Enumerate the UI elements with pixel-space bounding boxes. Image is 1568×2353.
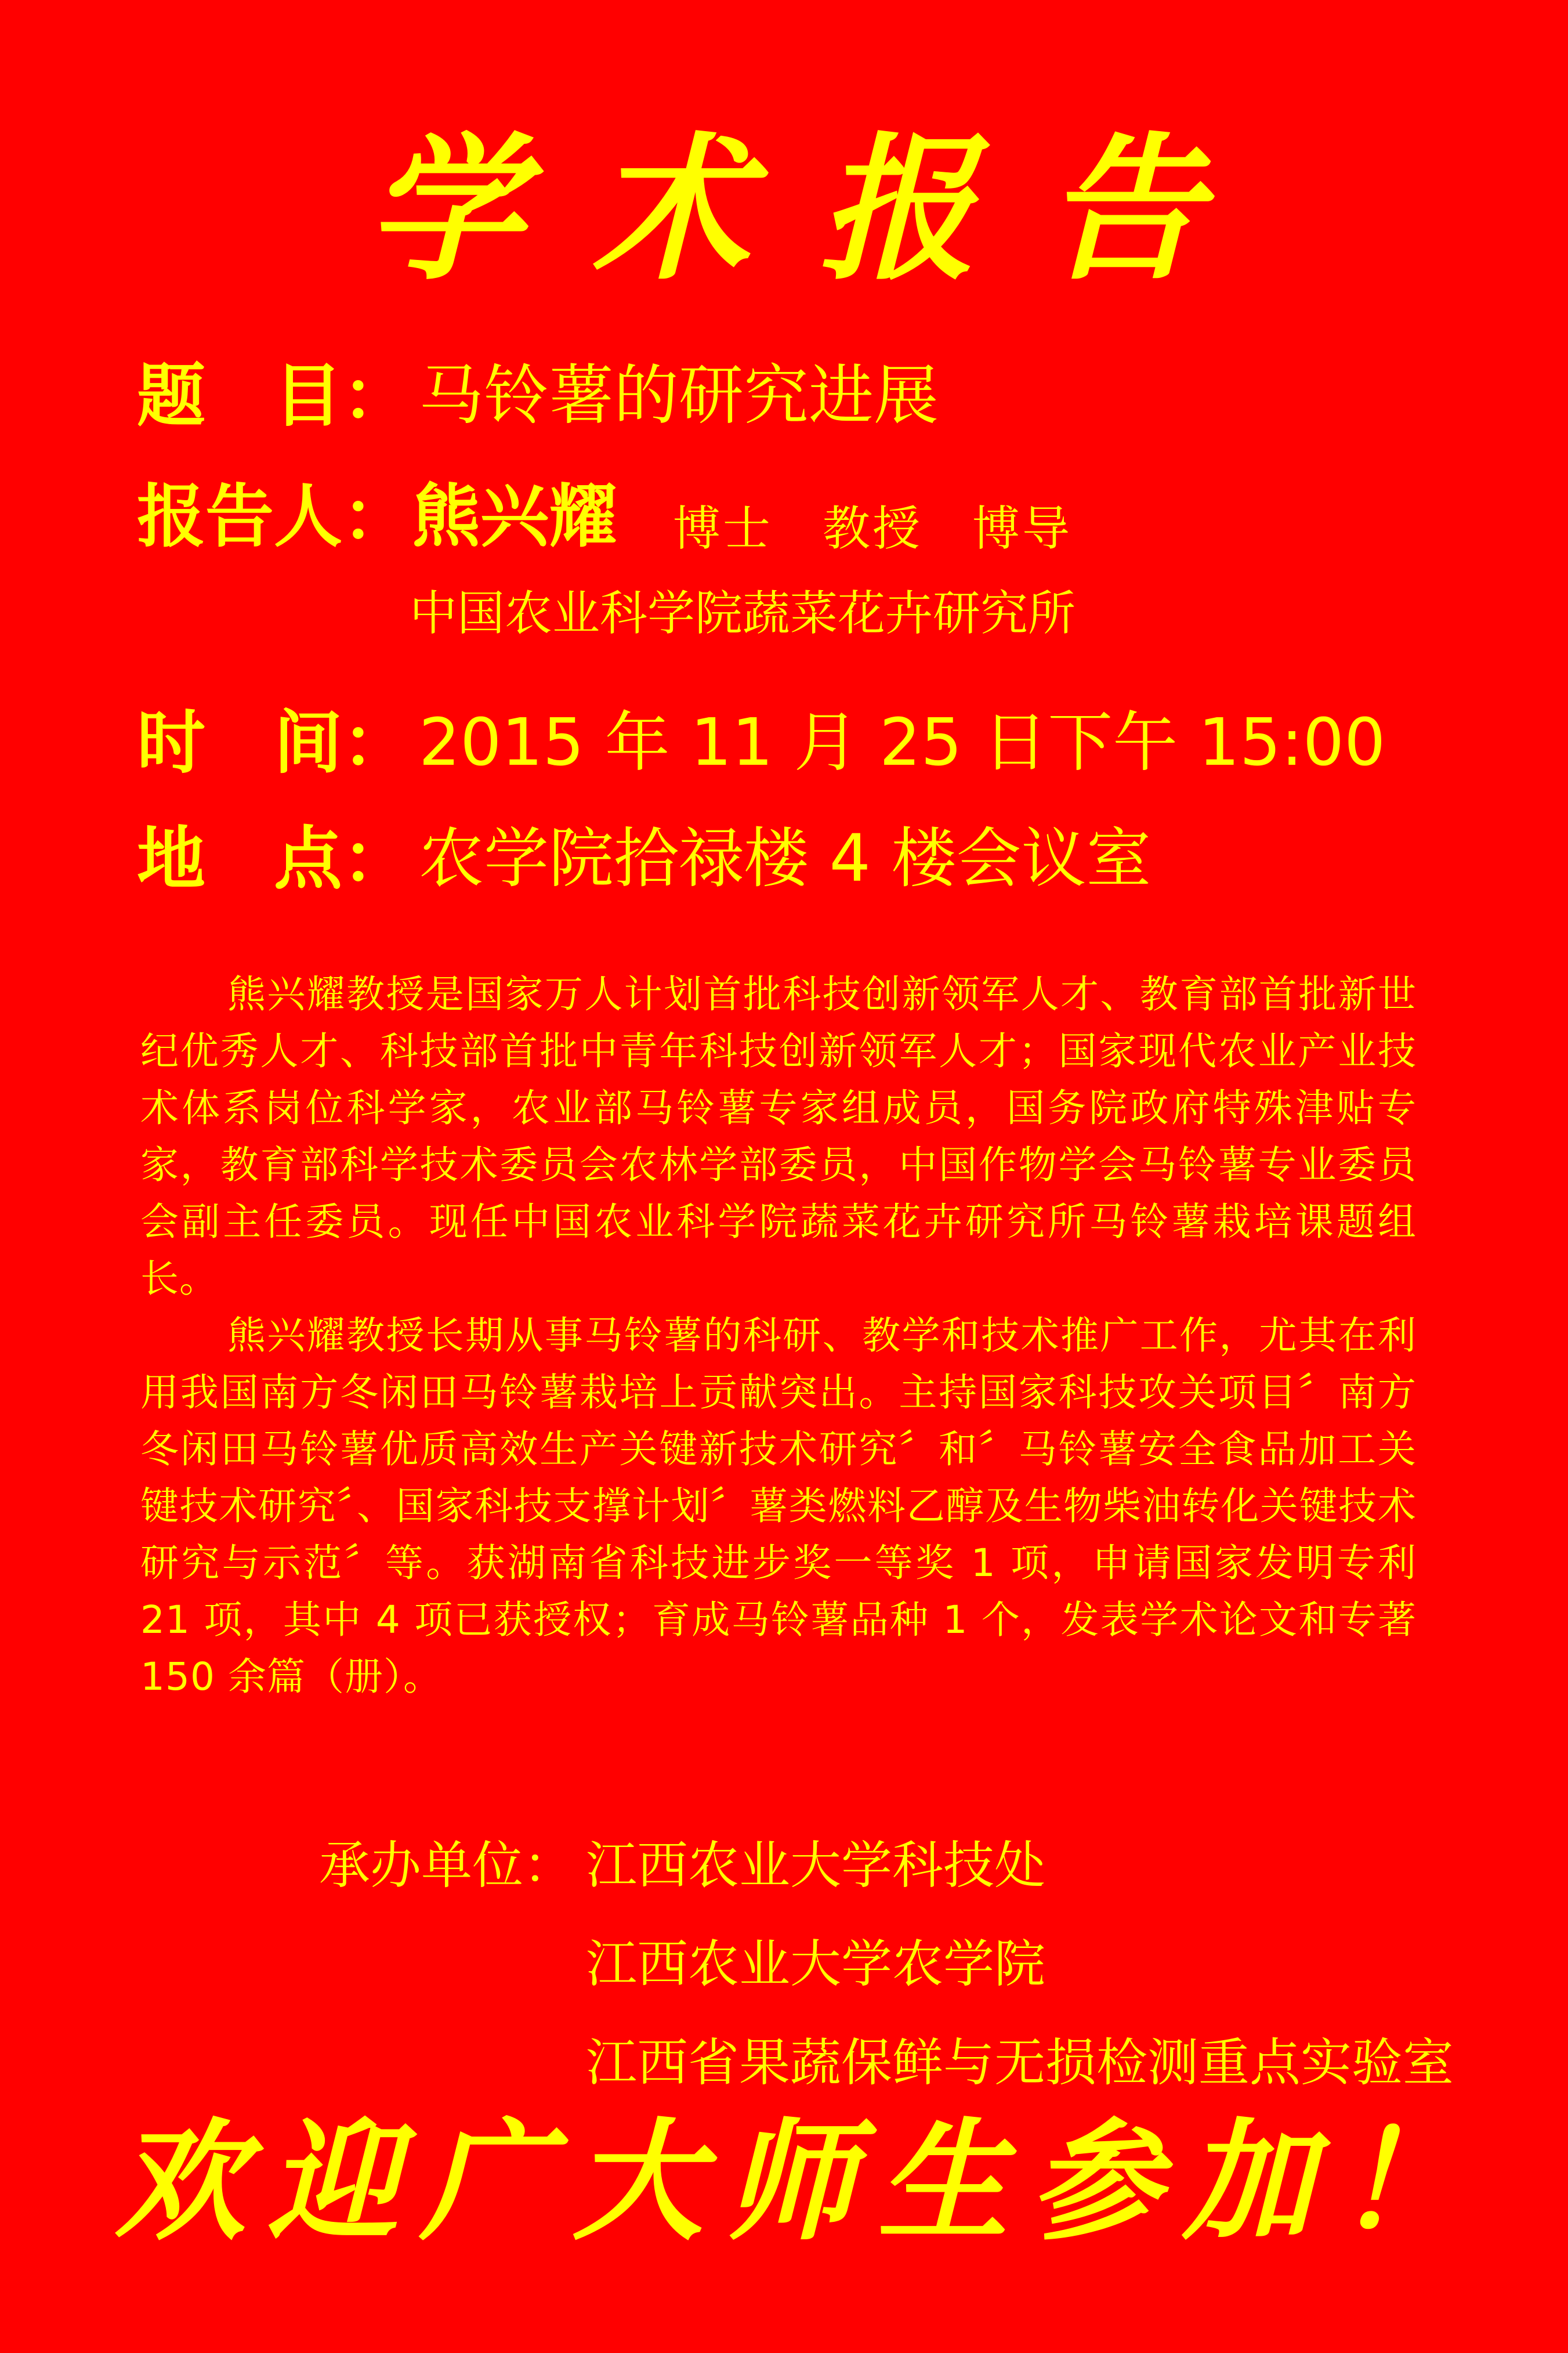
bio-paragraph: 熊兴耀教授是国家万人计划首批科技创新领军人才、教育部首批新世纪优秀人才、科技部首批中青年科技创新领军人才；国家现代农业产业技术体系岗位科学家，农业部马铃薯专家组成员，国务院政府特殊津贴专家，教育部科学技术委员会农林学部委员，中国作物学会马铃薯专业委员会副主任委员。现任中国农业科学院蔬菜花卉研究所马铃薯栽培课题组长。 [140,972,1417,1301]
place-value: 农学院拾禄楼 4 楼会议室 [419,821,1151,897]
speaker-label: 报告人： [137,476,411,556]
speaker-titles: 博士 教授 博导 [673,501,1073,556]
organizer-item: 江西省果蔬保鲜与无损检测重点实验室 [586,2033,1454,2092]
organizer-item: 江西农业大学农学院 [586,1934,1046,1994]
topic-value: 马铃薯的研究进展 [419,358,939,433]
bio-paragraph: 熊兴耀教授长期从事马铃薯的科研、教学和技术推广工作，尤其在利用我国南方冬闲田马铃薯栽培上贡献突出。主持国家科技攻关项目〞南方冬闲田马铃薯优质高效生产关键新技术研究〞和〞马铃薯安全食品加工关键技术研究〞、国家科技支撑计划〞薯类燃料乙醇及生物柴油转化关键技术研究与示范〞等。获湖南省科技进步奖一等奖 1 项，申请国家发明专利 21 项，其中 4 项已获授权；育成马铃薯品种 1 个，发表学术论文和专著 150 余篇（册）。 [140,1313,1417,1699]
speaker-biography [140,966,1417,1705]
poster-title: 学术报告 [366,117,1272,301]
speaker-name: 熊兴耀 [412,476,618,556]
welcome-slogan: 欢迎广大师生参加！ [115,2105,1488,2258]
place-label: 地 点： [137,819,411,899]
topic-label: 题 目： [137,356,411,436]
organizer-item: 江西农业大学科技处 [586,1835,1046,1895]
speaker-affiliation: 中国农业科学院蔬菜花卉研究所 [410,586,1076,641]
time-value: 2015 年 11 月 25 日下午 15:00 [419,705,1386,780]
time-label: 时 间： [137,703,411,783]
organizers-label: 承办单位： [319,1835,575,1895]
